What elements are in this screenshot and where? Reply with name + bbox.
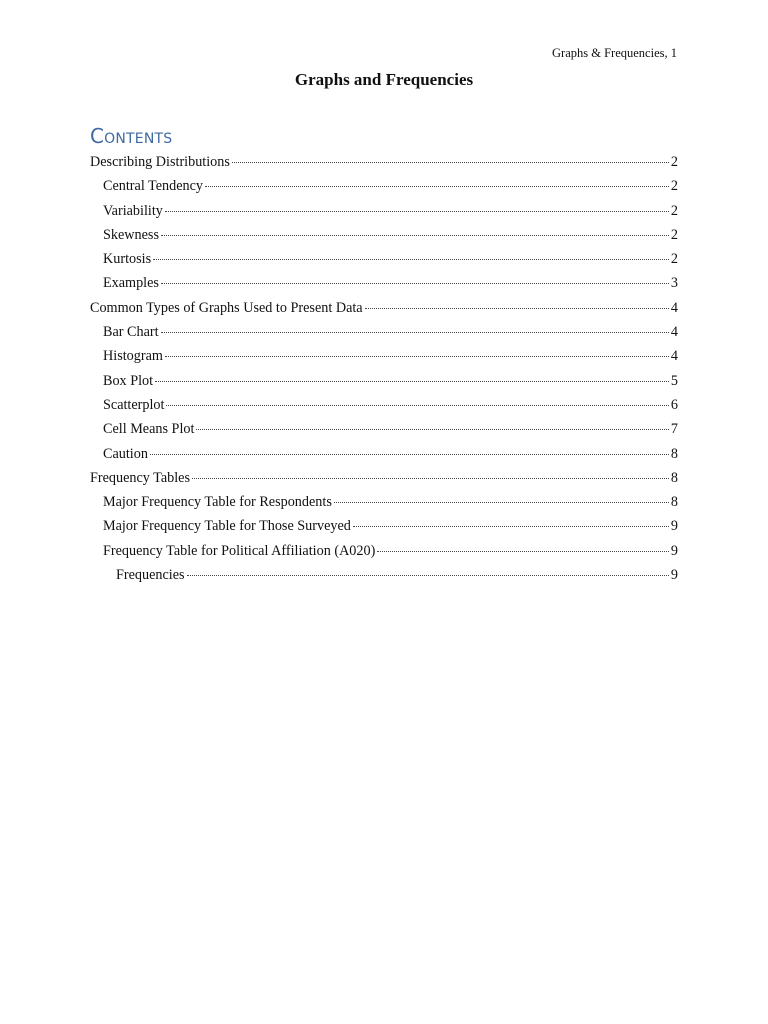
toc-dot-leader <box>187 575 669 576</box>
toc-dot-leader <box>196 429 668 430</box>
toc-entry[interactable] <box>90 371 678 395</box>
toc-entry[interactable] <box>90 249 678 273</box>
toc-dot-leader <box>150 454 669 455</box>
toc-entry-label[interactable]: Examples <box>103 275 159 292</box>
toc-entry-page-number[interactable]: 7 <box>670 421 678 438</box>
toc-entry-label[interactable]: Frequency Table for Political Affiliation (A020) <box>103 542 376 559</box>
toc-entry[interactable] <box>90 541 678 565</box>
toc-entry-label[interactable]: Box Plot <box>103 372 154 389</box>
toc-entry-label[interactable]: Histogram <box>103 348 163 365</box>
toc-entry[interactable] <box>90 419 678 443</box>
toc-entry-page-number[interactable]: 8 <box>670 494 678 511</box>
toc-entry-page-number[interactable]: 8 <box>670 469 678 486</box>
toc-dot-leader <box>353 526 669 527</box>
toc-entry[interactable] <box>90 565 678 589</box>
toc-dot-leader <box>166 405 668 406</box>
toc-entry-label[interactable]: Major Frequency Table for Those Surveyed <box>103 518 351 535</box>
toc-entry[interactable] <box>90 516 678 540</box>
toc-entry[interactable] <box>90 322 678 346</box>
toc-entry[interactable] <box>90 273 678 297</box>
toc-entry-page-number[interactable]: 9 <box>670 518 678 535</box>
toc-entry-page-number[interactable]: 2 <box>670 178 678 195</box>
toc-heading: Contents <box>90 124 173 148</box>
toc-dot-leader <box>155 381 669 382</box>
toc-entry-page-number[interactable]: 4 <box>670 299 678 316</box>
toc-dot-leader <box>192 478 669 479</box>
toc-entry[interactable] <box>90 468 678 492</box>
toc-entry-label[interactable]: Variability <box>103 202 163 219</box>
toc-entry[interactable] <box>90 201 678 225</box>
toc-entry-label[interactable]: Cell Means Plot <box>103 421 195 438</box>
toc-entry-label[interactable]: Skewness <box>103 226 159 243</box>
toc-dot-leader <box>165 356 669 357</box>
toc-entry[interactable] <box>90 298 678 322</box>
toc-entry-page-number[interactable]: 8 <box>670 445 678 462</box>
toc-entry-label[interactable]: Frequency Tables <box>90 469 190 486</box>
toc-dot-leader <box>161 283 669 284</box>
toc-entry[interactable] <box>90 492 678 516</box>
toc-entry[interactable] <box>90 346 678 370</box>
toc-entry-label[interactable]: Kurtosis <box>103 251 152 268</box>
toc-entry-label[interactable]: Caution <box>103 445 148 462</box>
toc-entry-label[interactable]: Major Frequency Table for Respondents <box>103 494 332 511</box>
toc-dot-leader <box>334 502 669 503</box>
toc-entry-label[interactable]: Bar Chart <box>103 324 159 341</box>
toc-entry-page-number[interactable]: 4 <box>670 324 678 341</box>
toc-entry-page-number[interactable]: 9 <box>670 542 678 559</box>
toc-entry-label[interactable]: Common Types of Graphs Used to Present Data <box>90 299 363 316</box>
toc-entry-page-number[interactable]: 2 <box>670 251 678 268</box>
toc-entry-page-number[interactable]: 4 <box>670 348 678 365</box>
toc-entry-page-number[interactable]: 9 <box>670 567 678 584</box>
toc-entry[interactable] <box>90 395 678 419</box>
toc-dot-leader <box>377 551 669 552</box>
toc-entry-page-number[interactable]: 3 <box>670 275 678 292</box>
toc-entry[interactable] <box>90 225 678 249</box>
toc-dot-leader <box>161 332 669 333</box>
toc-dot-leader <box>205 186 669 187</box>
toc-entry-page-number[interactable]: 5 <box>670 372 678 389</box>
toc-entry-page-number[interactable]: 6 <box>670 396 678 413</box>
toc-entry[interactable] <box>90 152 678 176</box>
toc-entry-page-number[interactable]: 2 <box>670 154 678 170</box>
toc-dot-leader <box>365 308 669 309</box>
running-head: Graphs & Frequencies, 1 <box>552 46 677 60</box>
toc-dot-leader <box>161 235 669 236</box>
toc-entry[interactable] <box>90 176 678 200</box>
toc-entry[interactable] <box>90 444 678 468</box>
toc-dot-leader <box>232 162 669 163</box>
toc-dot-leader <box>165 211 669 212</box>
toc-entry-label[interactable]: Frequencies <box>116 567 185 584</box>
toc-entry-label[interactable]: Describing Distributions <box>90 154 230 170</box>
toc-entry-label[interactable]: Scatterplot <box>103 396 165 413</box>
toc-dot-leader <box>153 259 669 260</box>
document-title: Graphs and Frequencies <box>294 70 474 89</box>
toc-entry-page-number[interactable]: 2 <box>670 226 678 243</box>
toc-entry-label[interactable]: Central Tendency <box>103 178 203 195</box>
toc-entry-page-number[interactable]: 2 <box>670 202 678 219</box>
table-of-contents <box>90 152 678 589</box>
